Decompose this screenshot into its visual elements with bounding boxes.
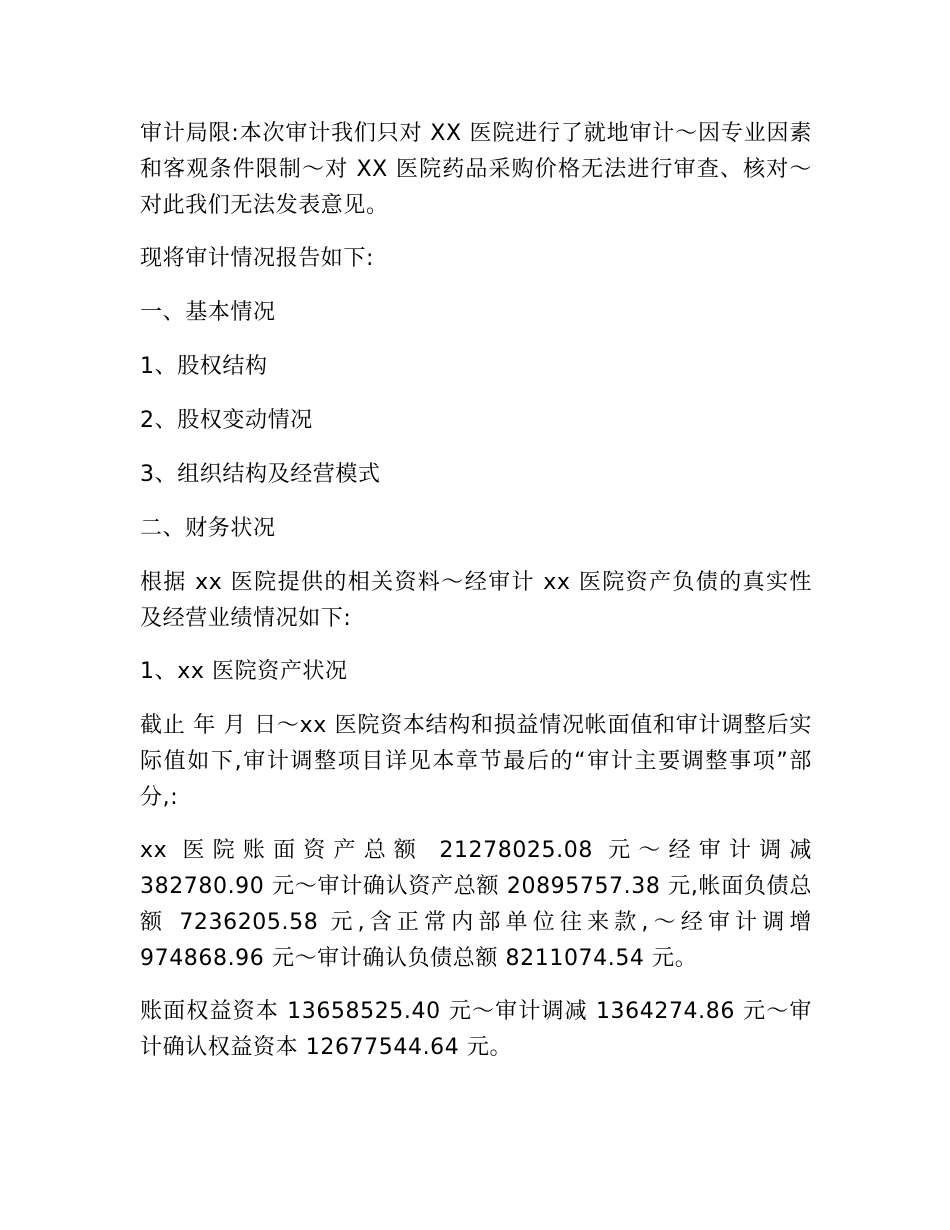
subsection-organization-model: 3、组织结构及经营模式: [140, 462, 381, 487]
subsection-equity-structure: 1、股权结构: [140, 354, 268, 379]
capital-structure-paragraph: 截止 年 月 日～xx 医院资本结构和损益情况帐面值和审计调整后实际值如下,审计调整项目详见本章节最后的“审计主要调整事项”部分,:: [140, 713, 812, 810]
section-heading-financial-status: 二、财务状况: [140, 516, 276, 541]
document-body: [140, 116, 812, 1083]
audit-limitation-paragraph: 审计局限:本次审计我们只对 XX 医院进行了就地审计～因专业因素和客观条件限制～对 XX 医院药品采购价格无法进行审查、核对～对此我们无法发表意见。: [140, 121, 812, 218]
section-heading-basic-info: 一、基本情况: [140, 300, 276, 325]
subsection-equity-changes: 2、股权变动情况: [140, 408, 313, 433]
report-intro-line: 现将审计情况报告如下:: [140, 246, 375, 271]
assets-liabilities-paragraph: xx 医院账面资产总额 21278025.08 元～经审计调减 382780.90 元～审计确认资产总额 20895757.38 元,帐面负债总额 7236205.58 元,含正常内部单位往来款,～经审计调增 974868.96 元～审计确认负债总额 8211074.54 元。: [140, 838, 812, 971]
equity-capital-paragraph: 账面权益资本 13658525.40 元～审计调减 1364274.86 元～审计确认权益资本 12677544.64 元。: [140, 999, 812, 1060]
financial-intro-paragraph: 根据 xx 医院提供的相关资料～经审计 xx 医院资产负债的真实性及经营业绩情况如下:: [140, 570, 812, 631]
subsection-asset-status: 1、xx 医院资产状况: [140, 659, 348, 684]
